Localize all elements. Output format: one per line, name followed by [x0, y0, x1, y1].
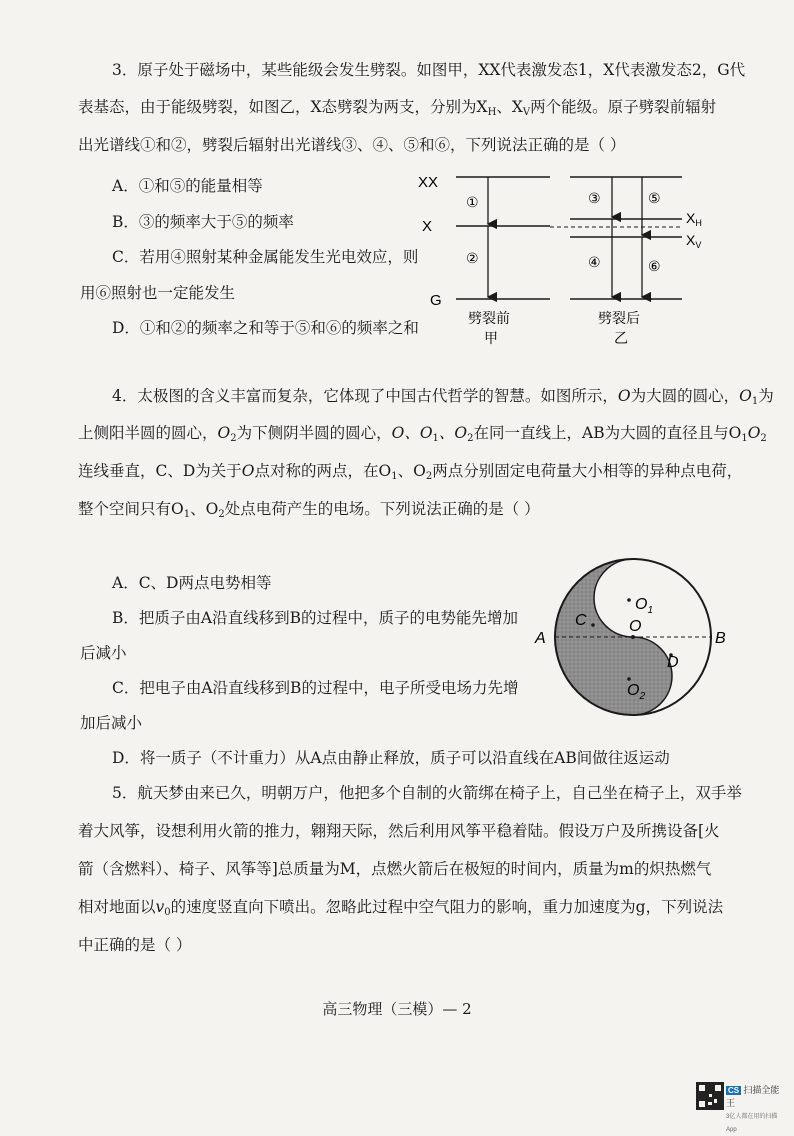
q5-line-2: 着大风筝，设想利用火箭的推力，翱翔天际，然后利用风筝平稳着陆。假设万户及所携设备[火 — [78, 822, 720, 840]
q5-line-4: 相对地面以$v_0$的速度竖直向下喷出。忽略此过程中空气阻力的影响，重力加速度为g，下列说法 — [78, 898, 724, 918]
level-x-label: X — [422, 218, 433, 235]
caption-jia: 甲 — [484, 330, 498, 346]
scanner-logo: CS — [728, 1086, 740, 1095]
q3-line-1: 3．原子处于磁场中，某些能级会发生劈裂。如图甲，XX代表激发态1，X代表激发态2，G代 — [112, 61, 746, 79]
scanner-badge — [726, 1084, 786, 1133]
q4-option-b-cont: 后减小 — [80, 644, 127, 662]
page-footer: 高三物理（三模）— 2 — [322, 1000, 472, 1018]
line-5-label: ⑤ — [648, 190, 661, 206]
caption-after: 劈裂后 — [598, 310, 640, 326]
line-1-label: ① — [466, 194, 479, 210]
point-o — [631, 635, 635, 639]
caption-before: 劈裂前 — [468, 310, 510, 326]
label-d: D — [667, 654, 679, 671]
xh-label: $X_H$ — [686, 210, 702, 228]
label-o: O — [629, 618, 642, 635]
q5-line-5: 中正确的是（ ） — [78, 936, 192, 954]
q3-energy-level-figure — [410, 165, 720, 355]
label-c: C — [575, 612, 587, 629]
q3-option-c: C．若用④照射某种金属能发生光电效应，则 — [112, 248, 419, 266]
q3-line-2: 表基态，由于能级劈裂，如图乙，X态劈裂为两支，分别为$X_H$、$X_V$两个能级。原子劈裂前辐射 — [78, 98, 717, 118]
caption-yi: 乙 — [614, 330, 628, 346]
point-c — [591, 623, 595, 627]
q4-option-a: A．C、D两点电势相等 — [112, 574, 272, 592]
xv-label: $X_V$ — [686, 232, 702, 250]
q4-line-3: 连线垂直，C、D为关于O点对称的两点，在$O_1$、$O_2$两点分别固定电荷量大小相等的异种点电荷， — [78, 462, 743, 482]
q3-option-a: A．①和⑤的能量相等 — [112, 177, 263, 195]
q4-line-4: 整个空间只有$O_1$、$O_2$处点电荷产生的电场。下列说法正确的是（ ） — [78, 500, 540, 520]
level-g-label: G — [430, 292, 442, 309]
label-o2: $O_2$ — [627, 682, 646, 702]
q4-taiji-figure — [525, 555, 735, 725]
q3-option-b: B．③的频率大于⑤的频率 — [112, 213, 294, 231]
q4-option-d: D．将一质子（不计重力）从A点由静止释放，质子可以沿直线在AB间做往返运动 — [112, 749, 670, 767]
q4-option-c: C．把电子由A沿直线移到B的过程中，电子所受电场力先增 — [112, 679, 519, 697]
line-3-label: ③ — [588, 190, 601, 206]
q4-option-b: B．把质子由A沿直线移到B的过程中，质子的电势能先增加 — [112, 609, 518, 627]
scanner-sub: 3亿人都在用的扫描App — [726, 1114, 778, 1133]
label-o1: $O_1$ — [635, 596, 654, 616]
label-a: A — [535, 630, 546, 647]
q3-line-3: 出光谱线①和②，劈裂后辐射出光谱线③、④、⑤和⑥，下列说法正确的是（ ） — [78, 136, 626, 154]
line-4-label: ④ — [588, 254, 601, 270]
scanner-name: 扫描全能王 — [726, 1085, 780, 1108]
label-b: B — [715, 630, 726, 647]
point-o2 — [627, 677, 631, 681]
q4-line-2: 上侧阳半圆的圆心，$O_2$为下侧阴半圆的圆心，O、$O_1$、$O_2$在同一直线上，AB为大圆的直径且与$O_1O_2$ — [78, 424, 767, 444]
q3-option-d: D．①和②的频率之和等于⑤和⑥的频率之和 — [112, 319, 419, 337]
q4-option-c-cont: 加后减小 — [80, 714, 143, 732]
level-xx-label: XX — [418, 174, 439, 191]
qr-code — [696, 1082, 724, 1110]
line-2-label: ② — [466, 250, 479, 266]
q4-line-1: 4．太极图的含义丰富而复杂，它体现了中国古代哲学的智慧。如图所示，O为大圆的圆心，$O_1$为 — [112, 387, 774, 407]
q5-line-3: 箭（含燃料）、椅子、风筝等]总质量为M，点燃火箭后在极短的时间内，质量为m的炽热燃气 — [78, 860, 712, 878]
q3-option-c-cont: 用⑥照射也一定能发生 — [80, 284, 236, 302]
line-6-label: ⑥ — [648, 258, 661, 274]
point-o1 — [627, 598, 631, 602]
q5-line-1: 5．航天梦由来已久，明朝万户，他把多个自制的火箭绑在椅子上，自己坐在椅子上，双手举 — [112, 784, 742, 802]
